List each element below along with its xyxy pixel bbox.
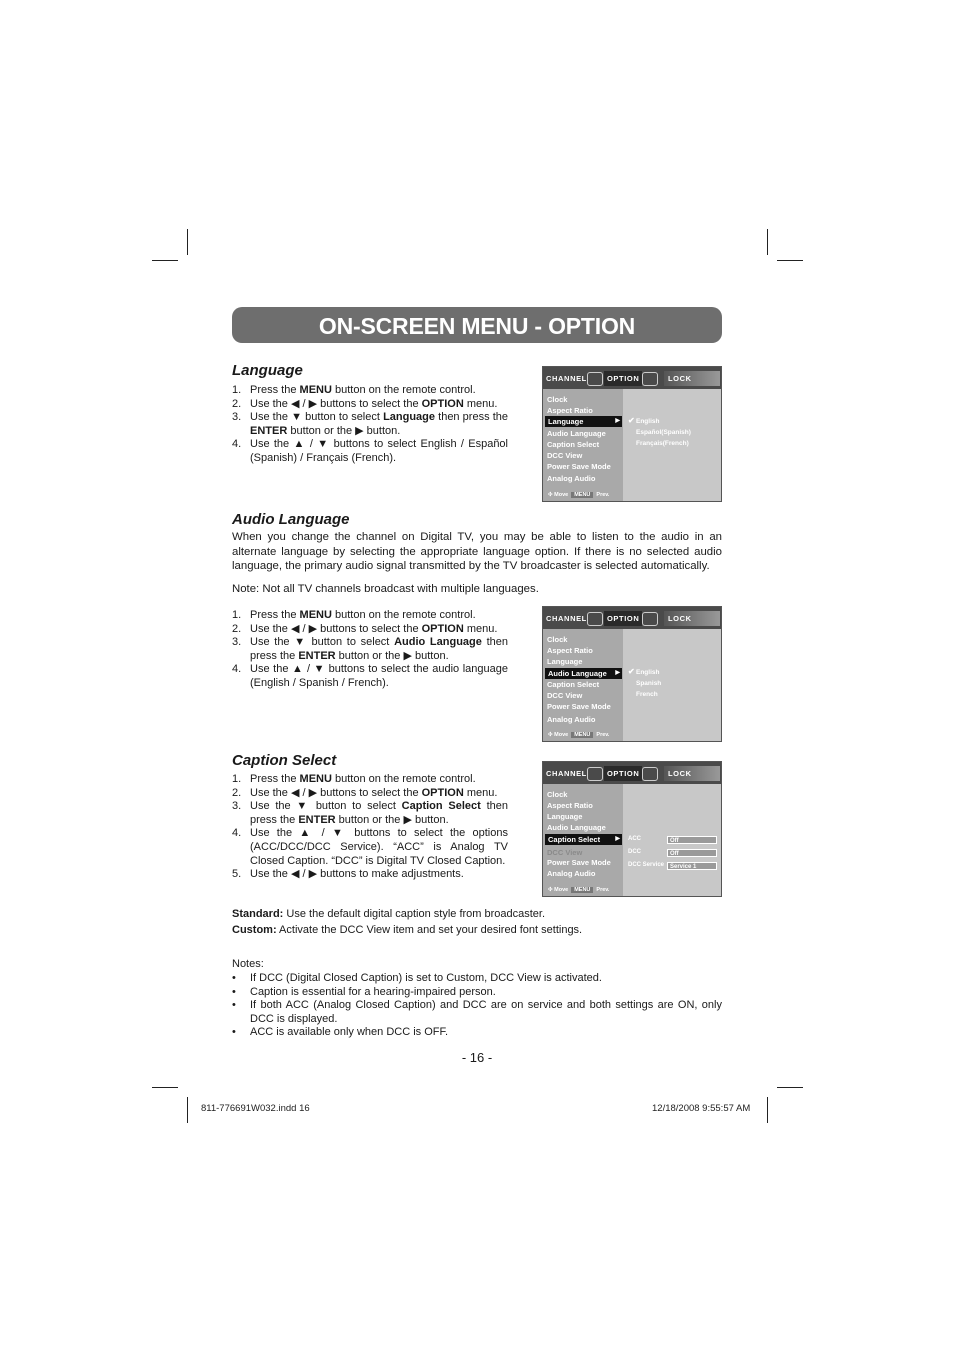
slug-date: 12/18/2008 9:55:57 AM xyxy=(652,1103,751,1114)
menu-item-clock: Clock xyxy=(547,395,568,404)
option-english: English xyxy=(636,669,660,676)
audio-language-intro: When you change the channel on Digital TV, you may be able to listen to the audio in an alternate language by selecting the appropriate language option. If there is no selected audio language, the primary audio signal transmitted by the TV broadcaster is selected automatically. xyxy=(232,531,722,573)
option-icon xyxy=(642,767,658,781)
menu-item-clock: Clock xyxy=(547,635,568,644)
list-item: • If both ACC (Analog Closed Caption) and DCC are on service and both settings are ON, only DCC is displayed. xyxy=(232,999,722,1026)
crop-mark xyxy=(187,1097,188,1123)
option-english: English xyxy=(636,418,660,425)
page-number: - 16 - xyxy=(461,1050,493,1065)
field-label-dcc-service: DCC Service xyxy=(628,862,665,868)
menu-item-audio-language: Audio Language xyxy=(547,429,606,438)
list-item: 3. Use the ▼ button to select Audio Language then press the ENTER button or the ▶ button. xyxy=(232,636,508,662)
section-title-audio-language: Audio Language xyxy=(232,511,350,528)
menu-item-clock: Clock xyxy=(547,790,568,799)
custom-description: Custom: Activate the DCC View item and set your desired font settings. xyxy=(232,924,583,936)
audio-language-steps xyxy=(232,609,508,691)
menu-item-analog-audio: Analog Audio xyxy=(547,869,596,878)
tab-option: OPTION xyxy=(604,766,642,781)
crop-mark xyxy=(767,1097,768,1123)
list-item: • If DCC (Digital Closed Caption) is set to Custom, DCC View is activated. xyxy=(232,972,722,986)
crop-mark xyxy=(152,1087,178,1088)
option-spanish: Español(Spanish) xyxy=(636,429,691,436)
menu-item-dcc-view: DCC View xyxy=(547,691,583,700)
crop-mark xyxy=(152,260,178,261)
menu-item-aspect-ratio: Aspect Ratio xyxy=(547,646,593,655)
list-item: • ACC is available only when DCC is OFF. xyxy=(232,1026,722,1040)
crop-mark xyxy=(777,1087,803,1088)
tab-channel: CHANNEL xyxy=(546,374,587,383)
list-item: 1. Press the MENU button on the remote control. xyxy=(232,384,476,396)
menu-item-language: Language xyxy=(547,812,583,821)
tv-menu-screen-audio-language xyxy=(542,606,722,742)
menu-item-caption-select: Caption Select xyxy=(547,440,600,449)
list-item: 1. Press the MENU button on the remote control. xyxy=(232,609,476,621)
list-item: 5. Use the ◀ / ▶ buttons to make adjustments. xyxy=(232,868,464,881)
field-label-dcc: DCC xyxy=(628,849,641,855)
check-icon: ✔ xyxy=(628,416,635,425)
language-steps xyxy=(232,384,508,466)
crop-mark xyxy=(767,229,768,255)
list-item: 2. Use the ◀ / ▶ buttons to select the OPTION menu. xyxy=(232,786,498,799)
tab-channel: CHANNEL xyxy=(546,769,587,778)
menu-item-language: Language ▶ xyxy=(545,416,622,427)
list-item: 4. Use the ▲ / ▼ buttons to select the options (ACC/DCC/DCC Service). “ACC” is Analog TV Closed Caption. “DCC” is Digital TV Closed Caption. xyxy=(232,827,508,867)
menu-item-analog-audio: Analog Audio xyxy=(547,474,596,483)
list-item: 1. Press the MENU button on the remote control. xyxy=(232,773,476,785)
channel-icon xyxy=(587,767,603,781)
menu-item-dcc-view: DCC View xyxy=(547,451,583,460)
list-item: 3. Use the ▼ button to select Language then press the ENTER button or the ▶ button. xyxy=(232,411,508,437)
field-value-dcc-service: Service 1 xyxy=(667,862,717,870)
tv-menu-screen-caption-select xyxy=(542,761,722,897)
tv-menu-footer: ✣ Move MENU Prev. xyxy=(548,887,610,893)
audio-language-note: Note: Not all TV channels broadcast with multiple languages. xyxy=(232,583,539,595)
list-item: 4. Use the ▲ / ▼ buttons to select the audio language (English / Spanish / French). xyxy=(232,663,508,689)
menu-item-dcc-view: DCC View xyxy=(547,848,583,857)
menu-item-power-save-mode: Power Save Mode xyxy=(547,858,611,867)
menu-item-aspect-ratio: Aspect Ratio xyxy=(547,406,593,415)
tv-menu-footer: ✣ Move MENU Prev. xyxy=(548,492,610,498)
standard-description: Standard: Use the default digital caption style from broadcaster. xyxy=(232,908,546,920)
list-item: • Caption is essential for a hearing-impaired person. xyxy=(232,986,722,1000)
menu-item-language: Language xyxy=(547,657,583,666)
menu-item-power-save-mode: Power Save Mode xyxy=(547,702,611,711)
tab-option: OPTION xyxy=(604,371,642,386)
section-title-language: Language xyxy=(232,362,303,379)
list-item: 3. Use the ▼ button to select Caption Select then press the ENTER button or the ▶ button. xyxy=(232,800,509,826)
channel-icon xyxy=(587,372,603,386)
caption-select-steps xyxy=(232,773,508,882)
crop-mark xyxy=(187,229,188,255)
crop-mark xyxy=(777,260,803,261)
list-item: 2. Use the ◀ / ▶ buttons to select the OPTION menu. xyxy=(232,622,498,635)
menu-item-analog-audio: Analog Audio xyxy=(547,715,596,724)
field-value-dcc: Off xyxy=(667,849,717,857)
channel-icon xyxy=(587,612,603,626)
menu-item-caption-select: Caption Select ▶ xyxy=(545,834,622,845)
tab-channel: CHANNEL xyxy=(546,614,587,623)
menu-item-audio-language: Audio Language ▶ xyxy=(545,668,622,679)
page-title: ON-SCREEN MENU - OPTION xyxy=(232,307,722,343)
menu-item-aspect-ratio: Aspect Ratio xyxy=(547,801,593,810)
tab-option: OPTION xyxy=(604,611,642,626)
slug-file: 811-776691W032.indd 16 xyxy=(201,1103,310,1114)
list-item: 4. Use the ▲ / ▼ buttons to select English / Español (Spanish) / Français (French). xyxy=(232,438,508,464)
notes-list xyxy=(232,972,722,1040)
option-icon xyxy=(642,372,658,386)
tab-lock: LOCK xyxy=(664,766,720,781)
tv-menu-footer: ✣ Move MENU Prev. xyxy=(548,732,610,738)
notes-title: Notes: xyxy=(232,958,264,970)
field-value-acc: Off xyxy=(667,836,717,844)
option-french: Français(French) xyxy=(636,440,689,447)
tv-menu-screen-language xyxy=(542,366,722,502)
list-item: 2. Use the ◀ / ▶ buttons to select the OPTION menu. xyxy=(232,397,498,410)
field-label-acc: ACC xyxy=(628,836,641,842)
tab-lock: LOCK xyxy=(664,611,720,626)
menu-item-audio-language: Audio Language xyxy=(547,823,606,832)
option-spanish: Spanish xyxy=(636,680,662,687)
option-icon xyxy=(642,612,658,626)
menu-item-caption-select: Caption Select xyxy=(547,680,600,689)
check-icon: ✔ xyxy=(628,667,635,676)
menu-item-power-save-mode: Power Save Mode xyxy=(547,462,611,471)
section-title-caption-select: Caption Select xyxy=(232,752,337,769)
option-french: French xyxy=(636,691,658,698)
tab-lock: LOCK xyxy=(664,371,720,386)
